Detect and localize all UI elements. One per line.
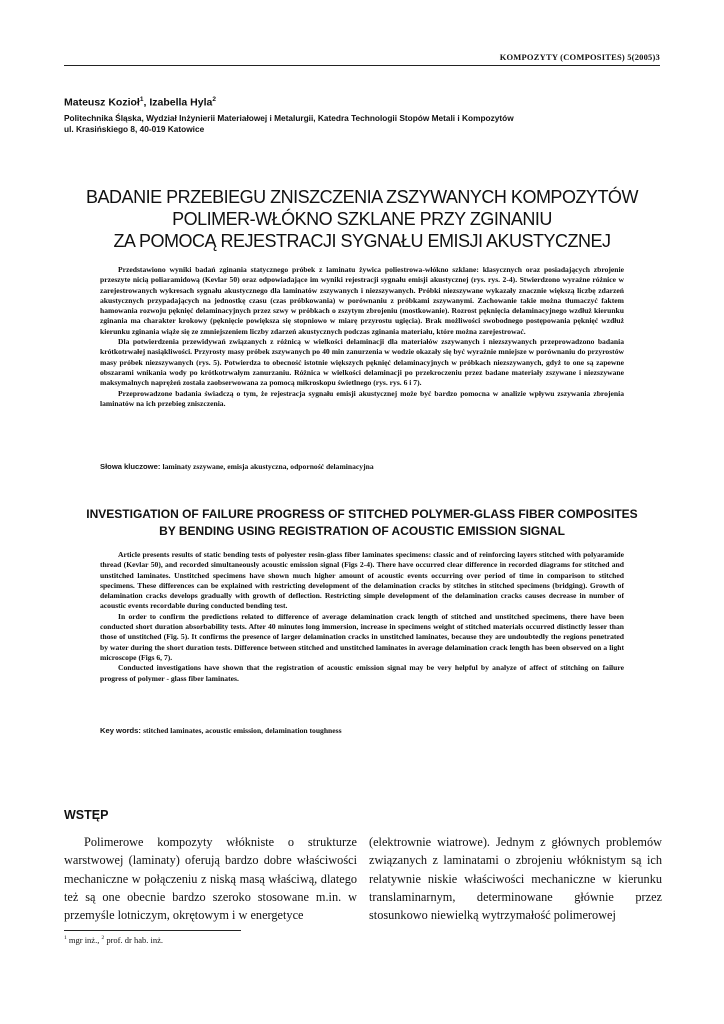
keywords-english xyxy=(100,726,342,735)
abstract-polish xyxy=(100,265,624,409)
footnote-rule xyxy=(64,930,241,931)
keywords-english-label: Key words: xyxy=(100,726,141,735)
footnote-sup-1: 1 xyxy=(64,935,67,942)
footnote xyxy=(64,935,163,945)
author-2: Izabella Hyla xyxy=(149,96,213,109)
abstract-polish-paragraph-3: Przeprowadzone badania świadczą o tym, że rejestracja sygnału emisji akustycznej może być bardzo pomocna w analizie wpływu zszywania zbrojenia laminatów na ich przebieg zniszczenia. xyxy=(100,388,624,408)
section-heading-introduction: WSTĘP xyxy=(64,808,109,822)
abstract-polish-paragraph-1: Przedstawiono wyniki badań zginania statycznego próbek z laminatu żywica poliestrowa-włókno szklane: klasycznych oraz posiadających zbrojenie przeszyte nicią poliaramidową (Kevlar 50) oraz odpowiadające im wyniki rejestracji sygnału emisji akustycznej (rys. rys. 2-4). Stwierdzono wyraźne różnice w zarejestrowanych wykresach sygnału akustycznego dla laminatów zszywanych i niezszywanych. Próbki niezszywane wykazały znacznie większą liczbę zdarzeń akustycznych przypadających na jednostkę czasu (czas próbkowania) w porównaniu z próbkami zszywanymi. Zachowanie takie można tłumaczyć faktem hamowania rozwoju pęknięć delaminacyjnych przez szwy w próbkach o zszytym zbrojeniu (mostkowanie). Rozrost pęknięcia delaminacyjnego wzdłuż kierunku zginania ma charakter krokowy (pęknięcie powiększa się stopniowo w miarę przyrostu ugięcia). Brak możliwości swobodnego postępowania pęknięć wzdłuż kierunku zginania wiąże się ze zmniejszeniem liczby zdarzeń akustycznych podczas zginania materiału, które można zarejestrować. xyxy=(100,265,624,336)
footnote-sup-2: 2 xyxy=(101,935,105,942)
affiliation-line-2: ul. Krasińskiego 8, 40-019 Katowice xyxy=(64,124,205,134)
affiliation-line-1: Politechnika Śląska, Wydział Inżynierii Materiałowej i Metalurgii, Katedra Technologii Stopów Metali i Kompozytów xyxy=(64,113,514,123)
footnote-text-2: prof. dr hab. inż. xyxy=(104,935,163,945)
title-polish-line-1: BADANIE PRZEBIEGU ZNISZCZENIA ZSZYWANYCH KOMPOZYTÓW xyxy=(86,187,638,207)
header-rule xyxy=(64,65,660,66)
title-english-line-2: BY BENDING USING REGISTRATION OF ACOUSTIC EMISSION SIGNAL xyxy=(159,524,565,538)
abstract-english xyxy=(100,550,624,684)
title-english-line-1: INVESTIGATION OF FAILURE PROGRESS OF STITCHED POLYMER-GLASS FIBER COMPOSITES xyxy=(86,507,638,521)
title-polish-line-2: POLIMER-WŁÓKNO SZKLANE PRZY ZGINANIU xyxy=(172,209,552,229)
title-polish-line-3: ZA POMOCĄ REJESTRACJI SYGNAŁU EMISJI AKUSTYCZNEJ xyxy=(113,231,611,251)
keywords-polish-label: Słowa kluczowe: xyxy=(100,462,161,471)
author-1-sup: 1 xyxy=(139,96,144,103)
abstract-english-paragraph-1: Article presents results of static bending tests of polyester resin-glass fiber laminates specimens: classic and of reinforcing layers stitched with polyaramide thread (Kevlar 50), and recorded simultaneously acoustic emission signal (Figs 2-4). There have occurred clear difference in recorded diagrams for stitched and unstitched laminates. Unstitched specimens have shown much higher amount of acoustic events occurring over period of time in comparison to stitched specimens. These differences can be explained with restricting development of the delamination cracks by stitches in stitched specimens (bridging). Growth of delamination cracks develops gradually with growth of deflection. Restricting simple development of the delamination cracks causes decrease in number of acoustic events recordable during conducted bending test. xyxy=(100,550,624,611)
keywords-polish-text: laminaty zszywane, emisja akustyczna, odporność delaminacyjna xyxy=(162,462,374,471)
abstract-english-paragraph-3: Conducted investigations have shown that the registration of acoustic emission signal may be very helpful by analyze of affect of stitching on failure progress of polymer - glass fiber laminates. xyxy=(100,663,624,683)
journal-header: KOMPOZYTY (COMPOSITES) 5(2005)3 xyxy=(499,52,660,62)
author-2-sup: 2 xyxy=(212,96,216,103)
abstract-english-paragraph-2: In order to confirm the predictions related to difference of average delamination crack length of stitched and unstitched specimens, there have been conducted short duration absorbability tests. After 40 minutes long immersion, increase in specimens weight of stitched materials occurred distinctly lesser than those of unstitched (Fig. 5). It confirms the presence of larger delamination cracks in unstitched laminates, because they are undoubtedly the regions penetrated by water during the short duration tests. Difference between stitched and unstitched laminates in average delamination crack length has been observed on a light microscope (Figs 6, 7). xyxy=(100,611,624,662)
keywords-polish xyxy=(100,462,374,471)
authors xyxy=(64,96,216,109)
author-separator: , xyxy=(143,96,150,109)
title-polish xyxy=(64,186,660,252)
body-column-right: (elektrownie wiatrowe). Jednym z głównych problemów związanych z laminatami o zbrojeniu włóknistym są ich relatywnie niskie właściwości mechaniczne w kierunku translaminarnym, determinowane głównie przez stosunkowo niewielką wytrzymałość polimerowej xyxy=(369,835,662,923)
author-1: Mateusz Kozioł xyxy=(64,96,140,109)
footnote-text-1: mgr inż., xyxy=(66,935,102,945)
keywords-english-text: stitched laminates, acoustic emission, delamination toughness xyxy=(143,726,342,735)
abstract-polish-paragraph-2: Dla potwierdzenia przewidywań związanych z różnicą w wielkości delaminacji dla materiałów zszywanych i niezszywanych przeprowadzono badania krótkotrwałej nasiąkliwości. Przyrosty masy próbek zszywanych po 40 min zanurzenia w wodzie okazały się być wyraźnie mniejsze w porównaniu do przyrostów masy próbek niezszywanych (rys. 5). Potwierdza to obecność istotnie większych pęknięć delaminacyjnych w próbkach niezszywanych, gdyż to one są zapewne obszarami wnikania wody po krótkotrwałym zanurzaniu. Różnica w wielkości delaminacji po przekroczeniu przez badane materiały zszywane i niezszywane maksymalnych naprężeń została zaobserwowana za pomocą mikroskopu świetlnego (rys. rys. 6 i 7). xyxy=(100,337,624,388)
title-english xyxy=(64,506,660,540)
body-column-left: Polimerowe kompozyty włókniste o strukturze warstwowej (laminaty) oferują bardzo dobre właściwości mechaniczne w połączeniu z niską masą właściwą, dlatego też są one obecnie bardzo szeroko stosowane m.in. w przemyśle lotniczym, okrętowym i w energetyce xyxy=(64,835,357,923)
